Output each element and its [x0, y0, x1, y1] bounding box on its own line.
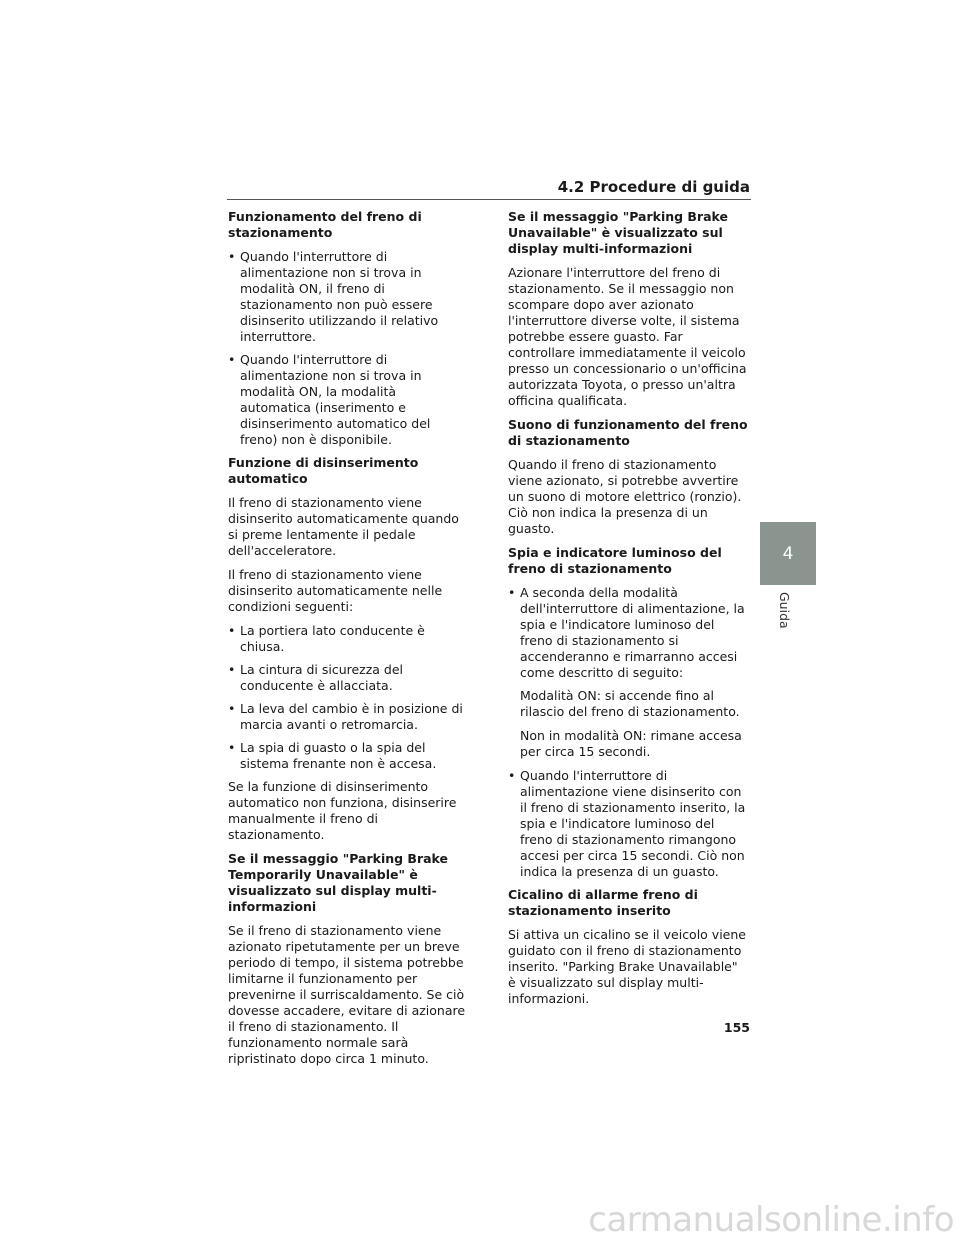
- list-item: • A seconda della modalità dell'interruttore di alimentazione, la spia e l'indicatore luminoso del freno di stazionamento si accenderanno e rimarranno accesi come descritto di seguito:: [508, 585, 745, 680]
- paragraph: Se la funzione di disinserimento automatico non funziona, disinserire manualmente il freno di stazionamento.: [228, 779, 457, 842]
- page-number: 155: [723, 1020, 750, 1035]
- section-heading-unavailable-message: Se il messaggio "Parking Brake Unavailable" è visualizzato sul display multi-informazioni: [508, 209, 729, 256]
- left-column: [228, 209, 468, 1075]
- bullet-icon: •: [228, 701, 236, 716]
- section-heading-auto-release: Funzione di disinserimento automatico: [228, 455, 419, 486]
- paragraph: Il freno di stazionamento viene disinserito automaticamente nelle condizioni seguenti:: [228, 567, 443, 614]
- paragraph: Si attiva un cicalino se il veicolo viene guidato con il freno di stazionamento inserito. "Parking Brake Unavailable" è visualizzato sul display multi-informazioni.: [508, 927, 746, 1006]
- section-heading-parking-brake-operation: Funzionamento del freno di stazionamento: [228, 209, 422, 240]
- section-heading-operation-sound: Suono di funzionamento del freno di stazionamento: [508, 417, 748, 448]
- section-header-title: 4.2 Procedure di guida: [557, 178, 750, 196]
- watermark: carmanualsonline.info: [588, 1200, 954, 1240]
- list-item: • La cintura di sicurezza del conducente è allacciata.: [228, 662, 404, 693]
- paragraph: Azionare l'interruttore del freno di stazionamento. Se il messaggio non scompare dopo aver azionato l'interruttore diverse volte, il sistema potrebbe essere guasto. Far controllare immediatamente il veicolo presso un concessionario o un'officina autorizzata Toyota, o presso un'altra officina qualificata.: [508, 265, 747, 408]
- right-column: [508, 209, 748, 1015]
- paragraph: Se il freno di stazionamento viene azionato ripetutamente per un breve periodo di tempo, il sistema potrebbe limitarne il funzionamento per prevenirne il surriscaldamento. Se ciò dovesse accadere, evitare di azionare il freno di stazionamento. Il funzionamento normale sarà ripristinato dopo circa 1 minuto.: [228, 923, 466, 1066]
- chapter-tab-number: 4: [782, 543, 794, 564]
- bullet-icon: •: [228, 249, 236, 264]
- indicator-light-list-2: [508, 768, 748, 880]
- list-item: • Quando l'interruttore di alimentazione viene disinserito con il freno di stazionamento inserito, la spia e l'indicatore luminoso del freno di stazionamento rimangono accesi per circa 15 secondi. Ciò non indica la presenza di un guasto.: [508, 768, 746, 879]
- auto-release-conditions-list: [228, 623, 468, 772]
- list-item: • Quando l'interruttore di alimentazione non si trova in modalità ON, il freno di stazionamento non può essere disinserito utilizzando il relativo interruttore.: [228, 249, 439, 344]
- paragraph: Il freno di stazionamento viene disinserito automaticamente quando si preme lentamente il pedale dell'acceleratore.: [228, 495, 459, 558]
- section-heading-indicator-light: Spia e indicatore luminoso del freno di stazionamento: [508, 545, 722, 576]
- list-item: • Quando l'interruttore di alimentazione non si trova in modalità ON, la modalità automatica (inserimento e disinserimento automatico del freno) non è disponibile.: [228, 352, 431, 447]
- paragraph: Quando il freno di stazionamento viene azionato, si potrebbe avvertire un suono di motore elettrico (ronzio). Ciò non indica la presenza di un guasto.: [508, 457, 742, 536]
- bullet-icon: •: [228, 623, 236, 638]
- section-heading-buzzer: Cicalino di allarme freno di stazionamento inserito: [508, 887, 698, 918]
- list-item: • La portiera lato conducente è chiusa.: [228, 623, 425, 654]
- list-item: • La spia di guasto o la spia del sistema frenante non è accesa.: [228, 740, 437, 771]
- bullet-icon: •: [228, 740, 236, 755]
- bullet-icon: •: [228, 662, 236, 677]
- header-divider: [227, 199, 751, 200]
- sub-paragraph: Non in modalità ON: rimane accesa per circa 15 secondi.: [520, 728, 742, 759]
- indicator-light-list: [508, 585, 748, 681]
- list-item: • La leva del cambio è in posizione di marcia avanti o retromarcia.: [228, 701, 463, 732]
- section-heading-temporarily-unavailable: Se il messaggio "Parking Brake Temporarily Unavailable" è visualizzato sul display multi-informazioni: [228, 851, 449, 914]
- bullet-icon: •: [228, 352, 236, 367]
- chapter-tab-label: Guida: [777, 592, 792, 629]
- bullet-icon: •: [508, 768, 516, 783]
- sub-paragraph: Modalità ON: si accende fino al rilascio del freno di stazionamento.: [520, 688, 740, 719]
- bullet-icon: •: [508, 585, 516, 600]
- parking-brake-operation-list: [228, 249, 468, 448]
